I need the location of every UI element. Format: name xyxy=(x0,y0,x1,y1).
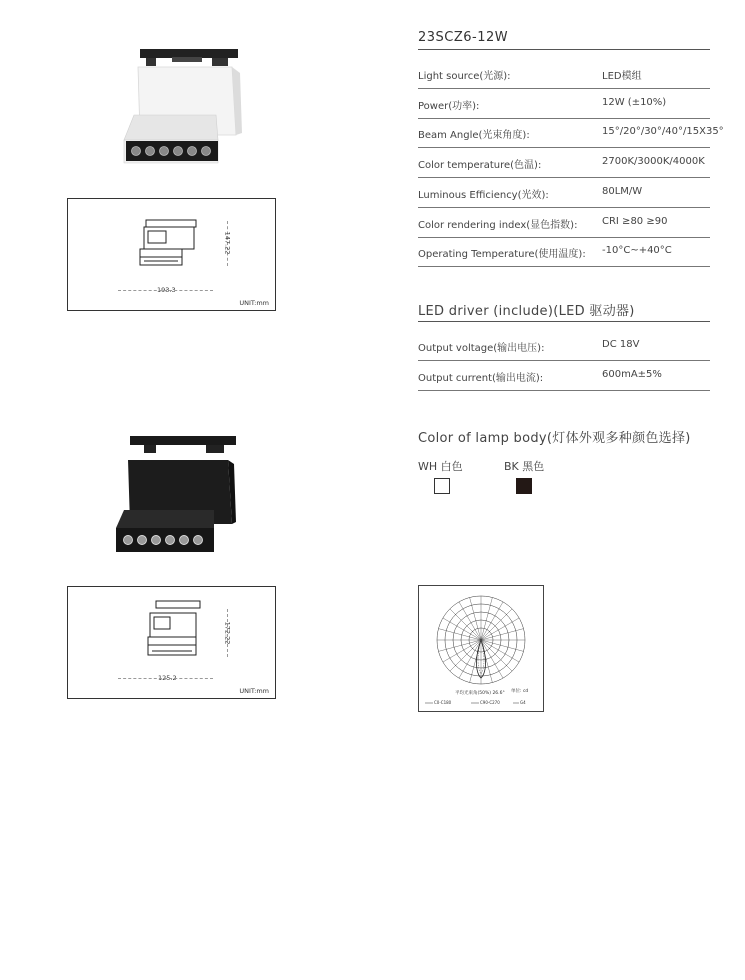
width-dimension-line xyxy=(118,290,213,292)
driver-row xyxy=(418,361,710,391)
width-dimension-label: 125.2 xyxy=(158,674,177,682)
spec-value: 15°/20°/30°/40°/15X35° xyxy=(602,126,724,138)
polar-legend-2: G4 xyxy=(520,700,526,705)
driver-value: 600mA±5% xyxy=(602,369,662,380)
width-dimension-line xyxy=(118,678,213,680)
width-dimension-label: 193.3 xyxy=(157,286,176,294)
dimension-drawing-top xyxy=(67,198,276,311)
polar-unit: 单位: cd xyxy=(511,689,529,694)
color-title: Color of lamp body(灯体外观多种颜色选择) xyxy=(418,431,691,446)
driver-title: LED driver (include)(LED 驱动器) xyxy=(418,304,635,319)
height-dimension-label: 172.22 xyxy=(223,621,232,645)
spec-label: Power(功率): xyxy=(418,100,480,112)
spec-row xyxy=(418,89,710,119)
swatch-black xyxy=(516,478,532,494)
spec-row xyxy=(418,178,710,208)
fixture-outline-bottom xyxy=(142,599,207,664)
spec-value: 12W (±10%) xyxy=(602,96,667,108)
polar-spoke xyxy=(459,602,481,640)
polar-light-distribution xyxy=(418,585,544,712)
spec-row xyxy=(418,59,710,89)
driver-value: DC 18V xyxy=(602,339,640,350)
swatch-white xyxy=(434,478,450,494)
spec-label: Luminous Efficiency(光效): xyxy=(418,189,549,201)
driver-row xyxy=(418,331,710,361)
product-image-black xyxy=(110,432,250,557)
dimension-drawing-bottom xyxy=(67,586,276,699)
spec-row xyxy=(418,118,724,148)
polar-spoke xyxy=(443,618,481,640)
spec-row xyxy=(418,148,710,178)
polar-legend-1: C90-C270 xyxy=(480,700,500,705)
spec-value: 2700K/3000K/4000K xyxy=(602,156,705,168)
spec-value: CRI ≥80 ≥90 xyxy=(602,215,668,227)
polar-spoke xyxy=(481,618,519,640)
polar-spoke xyxy=(450,609,481,640)
polar-spoke xyxy=(443,640,481,662)
spec-label: Color temperature(色温): xyxy=(418,160,542,172)
polar-spoke xyxy=(481,602,503,640)
product-image-white xyxy=(112,45,252,170)
driver-rule xyxy=(418,321,710,322)
spec-row xyxy=(418,237,710,267)
polar-spoke xyxy=(481,640,519,662)
height-dimension-label: 147.22 xyxy=(223,231,232,255)
swatch-label-white: WH 白色 xyxy=(418,460,463,473)
spec-label: Operating Temperature(使用温度): xyxy=(418,249,586,261)
polar-spoke xyxy=(481,609,512,640)
spec-label: Light source(光源): xyxy=(418,71,511,82)
spec-value: -10°C~+40°C xyxy=(602,245,672,257)
spec-label: Color rendering index(显色指数): xyxy=(418,219,578,231)
driver-label: Output current(输出电流): xyxy=(418,373,544,384)
swatch-label-black: BK 黑色 xyxy=(504,460,545,473)
model-number: 23SCZ6-12W xyxy=(418,30,509,45)
polar-legend-0: C0-C180 xyxy=(434,700,452,705)
spec-value: LED模组 xyxy=(602,71,642,82)
spec-value: 80LM/W xyxy=(602,185,643,197)
spec-row xyxy=(418,208,710,238)
header-rule xyxy=(418,49,710,50)
unit-label: UNIT:mm xyxy=(239,299,269,307)
spec-label: Beam Angle(光束角度): xyxy=(418,130,530,142)
driver-label: Output voltage(输出电压): xyxy=(418,343,545,354)
polar-caption: 平均光束角(50%) 26.6° xyxy=(455,691,505,696)
fixture-outline-top xyxy=(136,217,201,272)
unit-label: UNIT:mm xyxy=(239,687,269,695)
